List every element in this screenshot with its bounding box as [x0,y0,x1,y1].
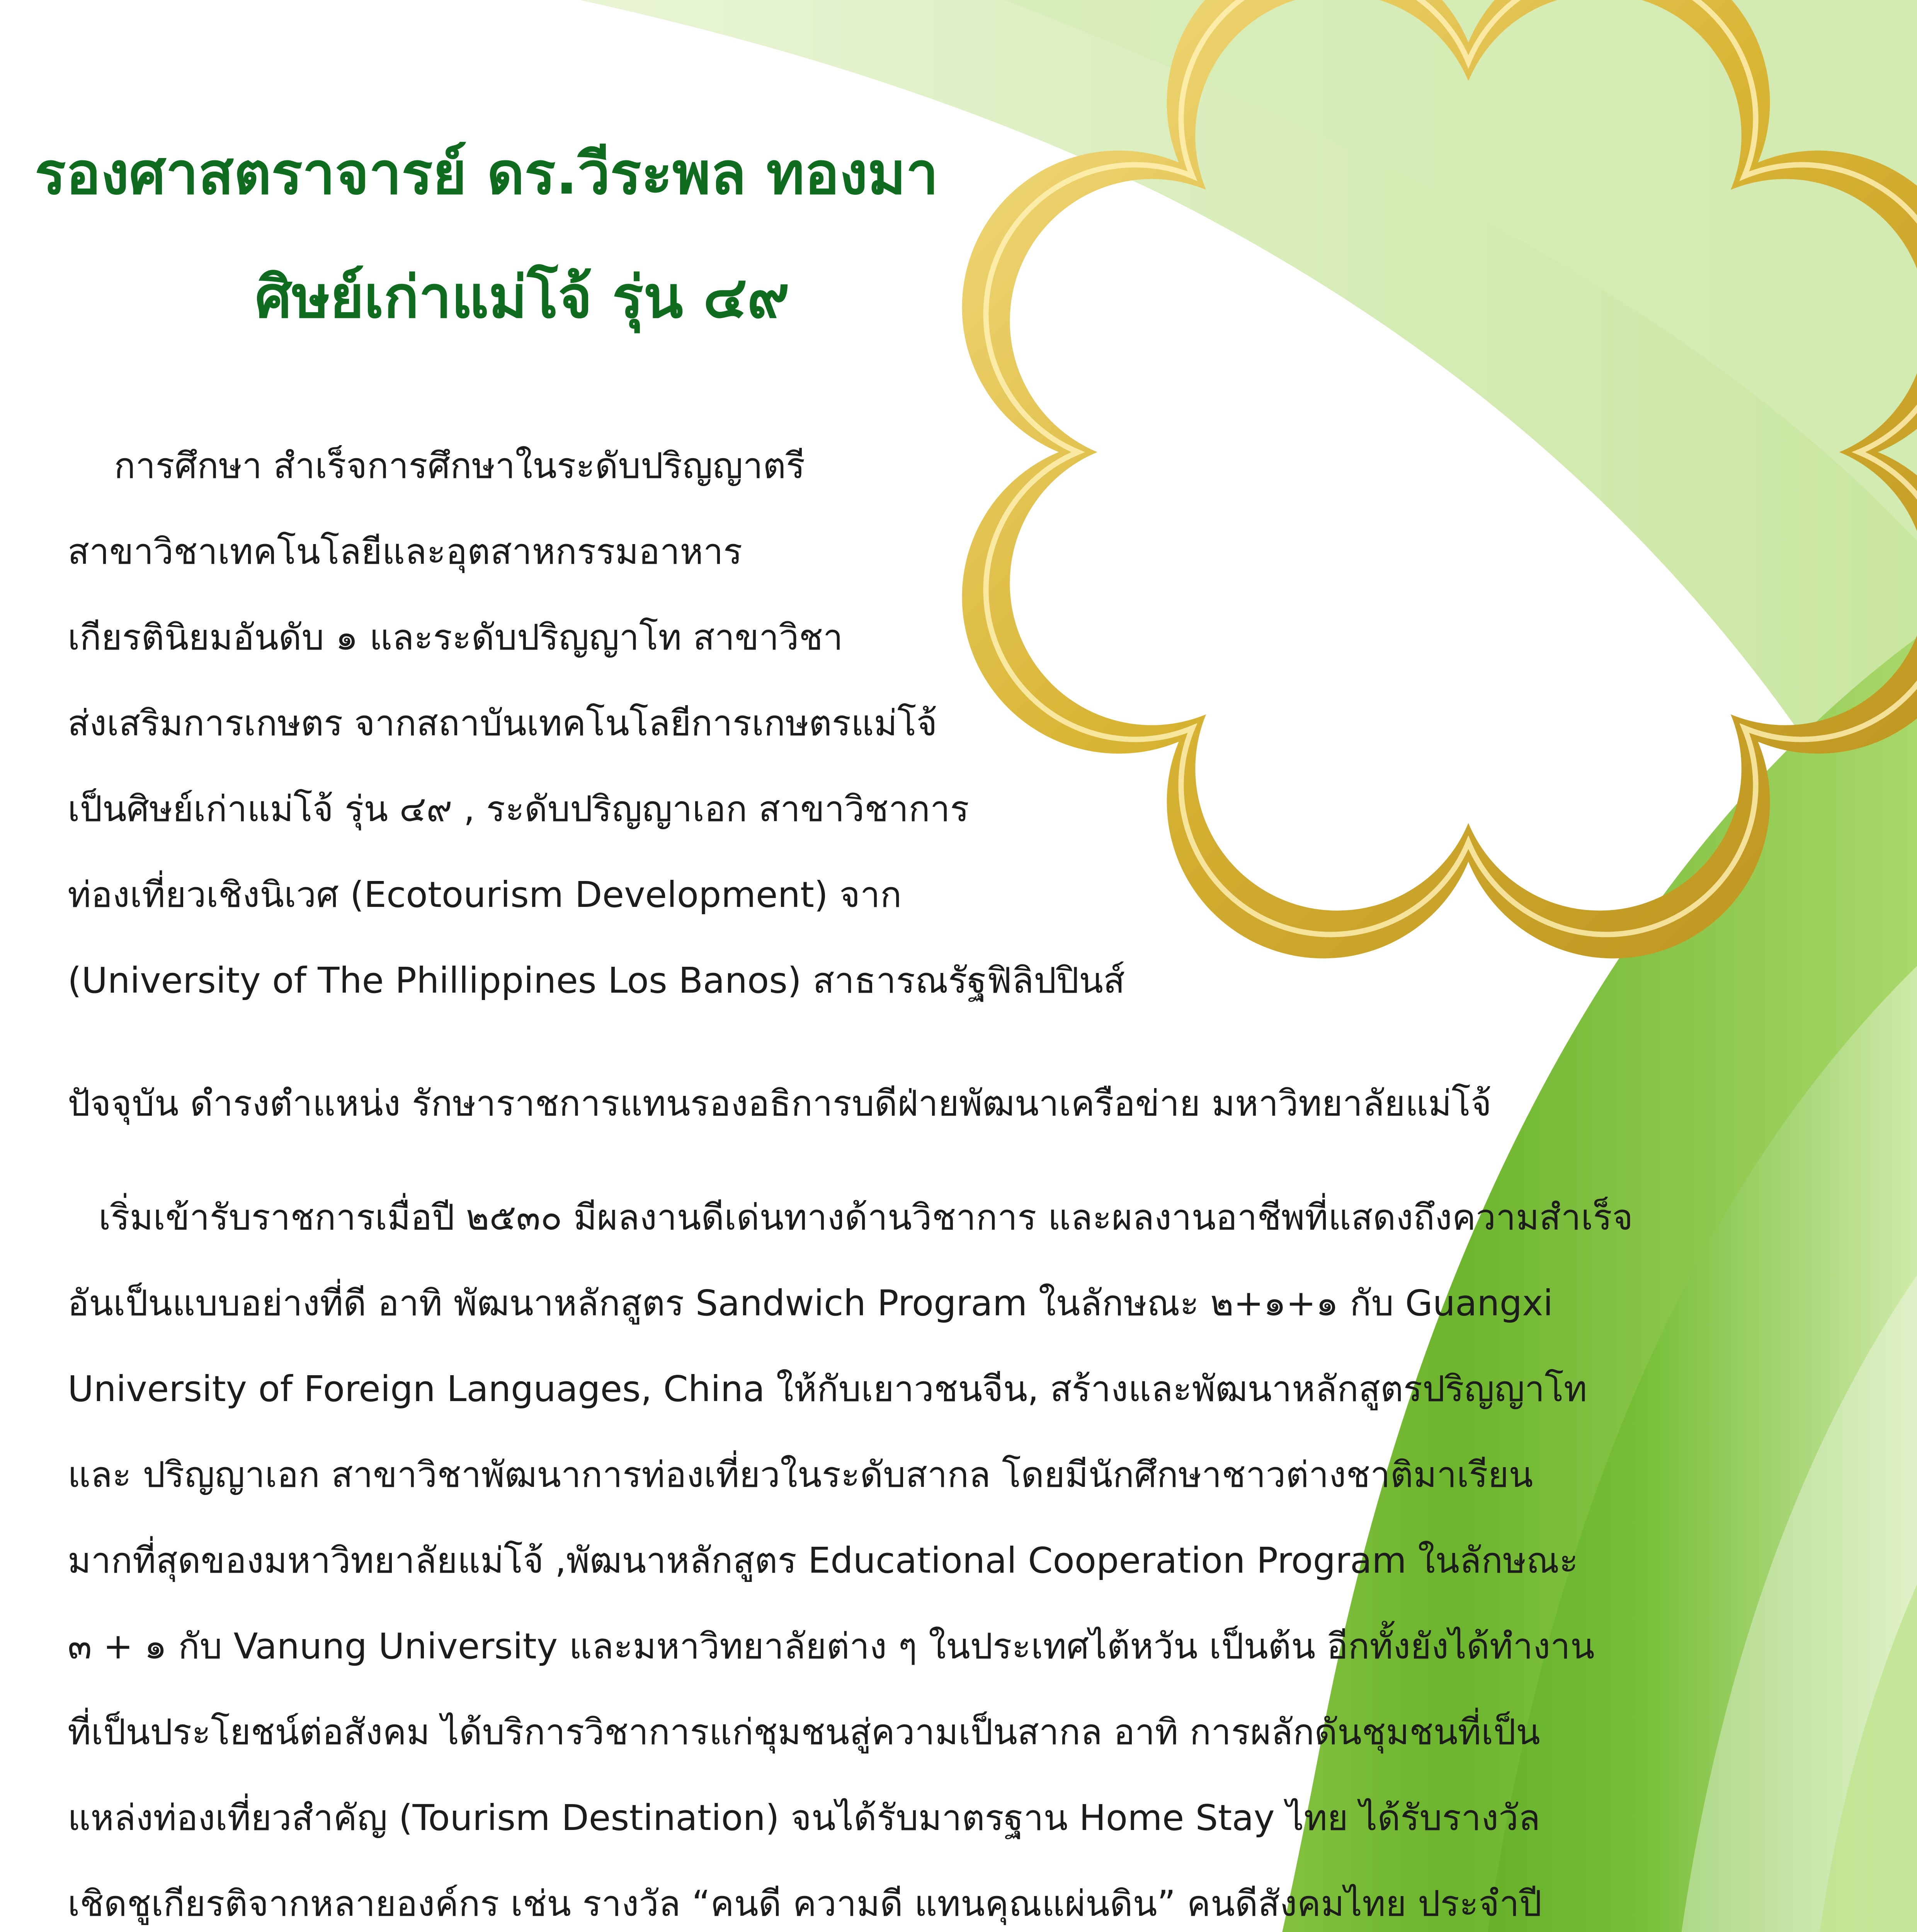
education-line: เป็นศิษย์เก่าแม่โจ้ รุ่น ๔๙ , ระดับปริญญาเอก สาขาวิชาการ [68,788,970,830]
title-alumni-class: ศิษย์เก่าแม่โจ้ รุ่น ๔๙ [255,264,790,331]
education-line: สาขาวิชาเทคโนโลยีและอุตสาหกรรมอาหาร [68,531,743,572]
title-name: รองศาสตราจารย์ ดร.วีระพล ทองมา [35,140,939,207]
education-line: ส่งเสริมการเกษตร จากสถาบันเทคโนโลยีการเกษตรแม่โจ้ [68,702,937,744]
education-line: การศึกษา สำเร็จการศึกษาในระดับปริญญาตรี [114,445,805,486]
achievements-line: University of Foreign Languages, China ให้กับเยาวชนจีน, สร้างและพัฒนาหลักสูตรปริญญาโท [68,1368,1587,1410]
education-paragraph [68,423,1125,1024]
achievements-line: ที่เป็นประโยชน์ต่อสังคม ได้บริการวิชาการแก่ชุมชนสู่ความเป็นสากล อาทิ การผลักดันชุมชนที่เป็น [68,1711,1540,1753]
achievements-line: ๓ + ๑ กับ Vanung University และมหาวิทยาลัยต่าง ๆ ในประเทศไต้หวัน เป็นต้น อีกทั้งยังได้ทำงาน [68,1626,1595,1667]
education-line: (University of The Phillippines Los Banos) สาธารณรัฐฟิลิปปินส์ [68,960,1125,1001]
current-position: ปัจจุบัน ดำรงตำแหน่ง รักษาราชการแทนรองอธิการบดีฝ่ายพัฒนาเครือข่าย มหาวิทยาลัยแม่โจ้ [68,1083,1492,1124]
achievements-paragraph [68,1175,1647,1932]
education-line: เกียรตินิยมอันดับ ๑ และระดับปริญญาโท สาขาวิชา [68,617,843,658]
achievements-line: แหล่งท่องเที่ยวสำคัญ (Tourism Destination) จนได้รับมาตรฐาน Home Stay ไทย ได้รับรางวัล [68,1797,1541,1838]
achievements-line: อันเป็นแบบอย่างที่ดี อาทิ พัฒนาหลักสูตร Sandwich Program ในลักษณะ ๒+๑+๑ กับ Guangxi [68,1282,1553,1324]
achievements-line: มากที่สุดของมหาวิทยาลัยแม่โจ้ ,พัฒนาหลักสูตร Educational Cooperation Program ในลักษณะ [68,1540,1579,1581]
education-line: ท่องเที่ยวเชิงนิเวศ (Ecotourism Development) จาก [68,874,902,915]
achievements-line: เชิดชูเกียรติจากหลายองค์กร เช่น รางวัล “คนดี ความดี แทนคุณแผ่นดิน” คนดีสังคมไทย ประจำปี [68,1883,1542,1924]
achievements-line: และ ปริญญาเอก สาขาวิชาพัฒนาการท่องเที่ยวในระดับสากล โดยมีนักศึกษาชาวต่างชาติมาเรียน [68,1454,1533,1495]
achievements-line: เริ่มเข้ารับราชการเมื่อปี ๒๕๓๐ มีผลงานดีเด่นทางด้านวิชาการ และผลงานอาชีพที่แสดงถึงความสำเร็จ [99,1197,1633,1238]
